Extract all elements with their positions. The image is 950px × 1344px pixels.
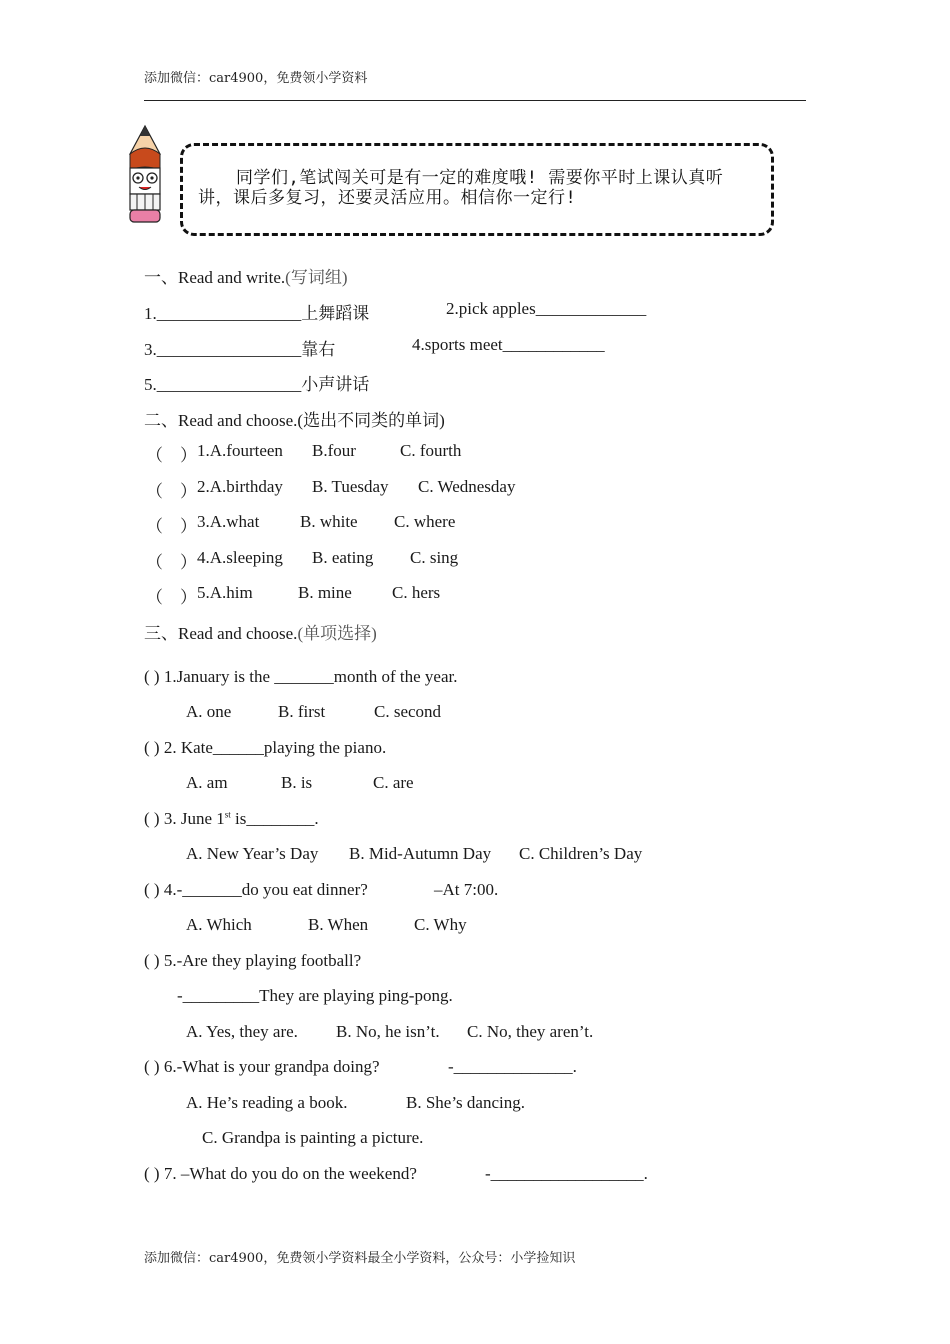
q3-stem-sup: st <box>224 809 231 820</box>
s2-item5-c: C. hers <box>392 583 441 602</box>
s2-item5-b: B. mine <box>298 583 352 602</box>
header-note: 添加微信：car4900，免费领小学资料 <box>144 71 368 86</box>
q4-option-b: B. When <box>308 915 369 934</box>
s2-item1-paren: （ ） <box>146 446 197 465</box>
q1-option-a: A. one <box>186 702 232 721</box>
q6-option-c: C. Grandpa is painting a picture. <box>202 1128 424 1147</box>
section3-title-text: 三、Read and choose. <box>144 624 298 643</box>
s2-item5-a: 5.A.him <box>197 583 253 602</box>
section2-title: 二、Read and choose.(选出不同类的单词) <box>144 411 445 430</box>
s2-item3-a: 3.A.what <box>197 512 260 531</box>
q6-option-a: A. He’s reading a book. <box>186 1093 348 1112</box>
q3-option-c: C. Children’s Day <box>519 844 643 863</box>
s2-item2-a: 2.A.birthday <box>197 477 283 496</box>
q1-option-b: B. first <box>278 702 326 721</box>
s2-item2-paren: （ ） <box>146 482 197 501</box>
s2-item5-paren: （ ） <box>146 588 197 607</box>
q6-reply: -______________. <box>448 1057 577 1076</box>
q3-stem <box>144 809 319 829</box>
section1-line-5: 5._________________小声讲话 <box>144 375 370 394</box>
header-divider <box>144 100 806 101</box>
q5-option-b: B. No, he isn’t. <box>336 1022 440 1041</box>
section1-line-2: 2.pick apples_____________ <box>446 299 647 318</box>
s2-item1-a: 1.A.fourteen <box>197 441 283 460</box>
q5-option-a: A. Yes, they are. <box>186 1022 298 1041</box>
q6-stem: ( ) 6.-What is your grandpa doing? <box>144 1057 380 1076</box>
q3-option-b: B. Mid-Autumn Day <box>349 844 492 863</box>
s2-item4-paren: （ ） <box>146 553 197 572</box>
q2-option-b: B. is <box>281 773 313 792</box>
q4-option-c: C. Why <box>414 915 467 934</box>
q7-reply: -__________________. <box>485 1164 648 1183</box>
section1-line-3: 3._________________靠右 <box>144 340 336 359</box>
s2-item2-b: B. Tuesday <box>312 477 389 496</box>
s2-item1-c: C. fourth <box>400 441 462 460</box>
s2-item3-paren: （ ） <box>146 517 197 536</box>
section1-line-4: 4.sports meet____________ <box>412 335 605 354</box>
section1-title <box>144 263 347 288</box>
q2-option-c: C. are <box>373 773 414 792</box>
footer-note: 添加微信：car4900，免费领小学资料最全小学资料，公众号：小学捡知识 <box>144 1251 576 1266</box>
q6-option-b: B. She’s dancing. <box>406 1093 525 1112</box>
section1-title-text: 一、Read and write. <box>144 268 286 287</box>
q2-option-a: A. am <box>186 773 228 792</box>
section3-title <box>144 619 377 644</box>
q5-option-c: C. No, they aren’t. <box>467 1022 594 1041</box>
q1-stem: ( ) 1.January is the _______month of the year. <box>144 667 458 686</box>
q1-option-c: C. second <box>374 702 442 721</box>
section3-subtitle: (单项选择) <box>297 624 377 643</box>
section1-subtitle: (写词组) <box>285 268 348 287</box>
q4-stem: ( ) 4.-_______do you eat dinner? <box>144 880 368 899</box>
s2-item1-b: B.four <box>312 441 356 460</box>
s2-item4-b: B. eating <box>312 548 374 567</box>
s2-item3-b: B. white <box>300 512 358 531</box>
q2-stem: ( ) 2. Kate______playing the piano. <box>144 738 387 757</box>
s2-item4-c: C. sing <box>410 548 459 567</box>
section1-line-1: 1._________________上舞蹈课 <box>144 304 370 323</box>
q4-option-a: A. Which <box>186 915 252 934</box>
q5-reply: -_________They are playing ping-pong. <box>177 986 453 1005</box>
q4-reply: –At 7:00. <box>434 880 499 899</box>
q3-stem-post: is________. <box>230 809 319 828</box>
s2-item4-a: 4.A.sleeping <box>197 548 283 567</box>
s2-item3-c: C. where <box>394 512 456 531</box>
q7-stem: ( ) 7. –What do you do on the weekend? <box>144 1164 417 1183</box>
q5-stem: ( ) 5.-Are they playing football? <box>144 951 362 970</box>
q3-option-a: A. New Year’s Day <box>186 844 319 863</box>
s2-item2-c: C. Wednesday <box>418 477 516 496</box>
pencil-mascot-icon <box>124 124 166 224</box>
intro-text: 同学们,笔试闯关可是有一定的难度哦! 需要你平时上课认真听讲，课后多复习，还要灵活应用。相信你一定行! <box>198 168 724 208</box>
q3-stem-pre: ( ) 3. June 1 <box>144 809 225 828</box>
